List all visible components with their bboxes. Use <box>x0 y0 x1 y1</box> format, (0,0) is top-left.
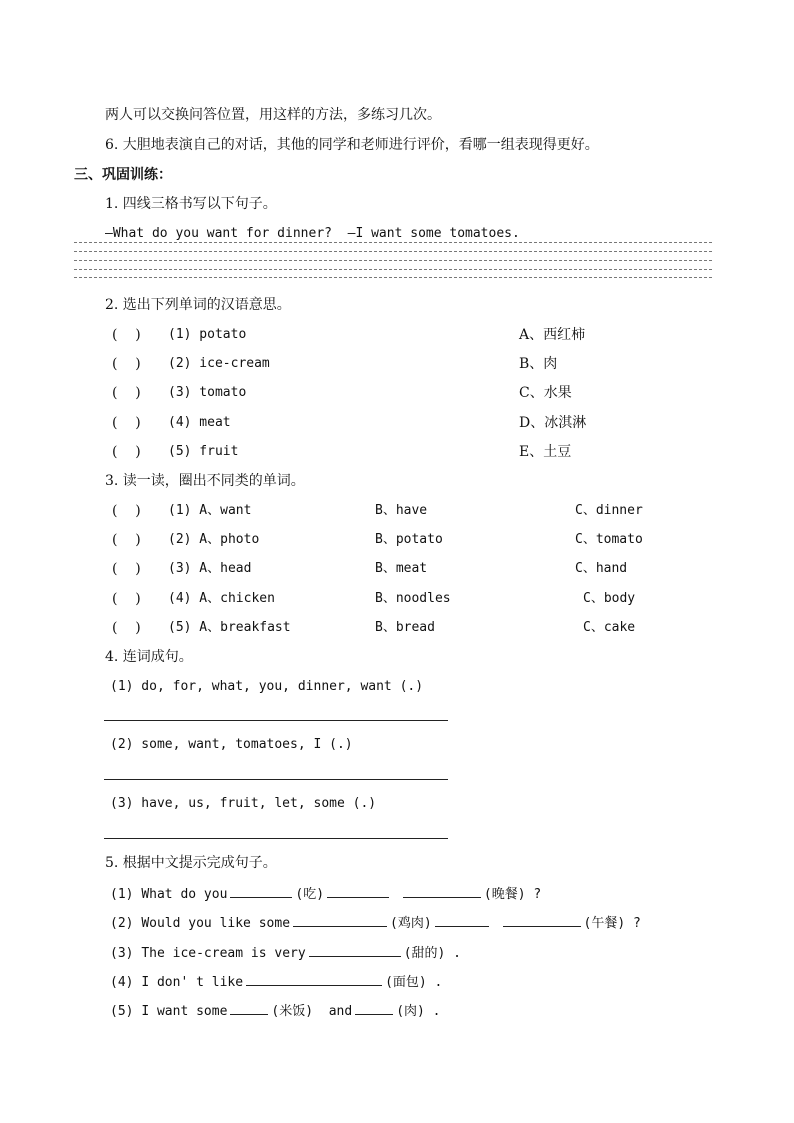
grid-line <box>74 251 712 252</box>
q2-word: (4) meat <box>168 415 231 430</box>
q3-option-a[interactable]: (1) A、want <box>168 503 252 518</box>
q3-option-b[interactable]: B、potato <box>375 532 443 547</box>
q2-title: 2. 选出下列单词的汉语意思。 <box>105 297 291 313</box>
q2-word: (5) fruit <box>168 444 239 459</box>
q3-title: 3. 读一读，圈出不同类的单词。 <box>105 473 305 489</box>
fill-blank[interactable] <box>355 1000 393 1015</box>
section-title: 三、巩固训练： <box>74 167 172 183</box>
q5-sentence-4: (4) I don' t like (面包) . <box>110 971 442 992</box>
fill-blank[interactable] <box>327 883 389 898</box>
grid-line <box>74 269 712 270</box>
answer-paren[interactable]: ( ) <box>112 503 141 519</box>
q2-option: B、肉 <box>519 356 558 372</box>
fill-blank[interactable] <box>230 1000 268 1015</box>
q4-item: (2) some, want, tomatoes, I (.) <box>110 737 353 752</box>
q4-title: 4. 连词成句。 <box>105 649 193 665</box>
q2-option: C、水果 <box>519 385 572 401</box>
fill-blank[interactable] <box>503 912 581 927</box>
q2-word: (1) potato <box>168 327 247 342</box>
q3-option-c[interactable]: C、cake <box>583 620 636 635</box>
answer-paren[interactable]: ( ) <box>112 591 141 607</box>
intro-line-1: 两人可以交换问答位置，用这样的方法，多练习几次。 <box>105 107 441 123</box>
answer-paren[interactable]: ( ) <box>112 415 141 431</box>
q5-sentence-1: (1) What do you (吃) (晚餐) ? <box>110 883 541 904</box>
q3-option-b[interactable]: B、have <box>375 503 428 518</box>
grid-line <box>74 277 712 278</box>
answer-paren[interactable]: ( ) <box>112 385 141 401</box>
q3-option-c[interactable]: C、hand <box>575 561 628 576</box>
q5-sentence-2: (2) Would you like some (鸡肉) (午餐) ? <box>110 912 641 933</box>
q3-option-b[interactable]: B、bread <box>375 620 435 635</box>
answer-line[interactable] <box>104 779 448 780</box>
fill-blank[interactable] <box>293 912 387 927</box>
q3-option-c[interactable]: C、dinner <box>575 503 643 518</box>
q2-word: (3) tomato <box>168 385 247 400</box>
grid-line <box>74 242 712 243</box>
answer-paren[interactable]: ( ) <box>112 532 141 548</box>
q3-option-c[interactable]: C、tomato <box>575 532 643 547</box>
q3-option-c[interactable]: C、body <box>583 591 636 606</box>
q4-item: (3) have, us, fruit, let, some (.) <box>110 796 377 811</box>
answer-paren[interactable]: ( ) <box>112 561 141 577</box>
intro-line-2: 6. 大胆地表演自己的对话，其他的同学和老师进行评价，看哪一组表现得更好。 <box>105 137 599 153</box>
fill-blank[interactable] <box>435 912 489 927</box>
q2-word: (2) ice-cream <box>168 356 270 371</box>
q1-title: 1. 四线三格书写以下句子。 <box>105 196 277 212</box>
answer-paren[interactable]: ( ) <box>112 444 141 460</box>
q2-option: D、冰淇淋 <box>519 415 587 431</box>
q5-sentence-5: (5) I want some (米饭) and (肉) . <box>110 1000 441 1021</box>
q3-option-b[interactable]: B、meat <box>375 561 428 576</box>
answer-paren[interactable]: ( ) <box>112 620 141 636</box>
answer-paren[interactable]: ( ) <box>112 356 141 372</box>
answer-line[interactable] <box>104 720 448 721</box>
q2-option: A、西红柿 <box>519 327 586 343</box>
answer-line[interactable] <box>104 838 448 839</box>
answer-paren[interactable]: ( ) <box>112 327 141 343</box>
q2-option: E、土豆 <box>519 444 572 460</box>
q1-sentence: —What do you want for dinner? —I want some tomatoes. <box>105 226 520 241</box>
fill-blank[interactable] <box>230 883 292 898</box>
fill-blank[interactable] <box>309 942 401 957</box>
q4-item: (1) do, for, what, you, dinner, want (.) <box>110 679 424 694</box>
q3-option-a[interactable]: (3) A、head <box>168 561 252 576</box>
q3-option-a[interactable]: (5) A、breakfast <box>168 620 291 635</box>
q3-option-a[interactable]: (2) A、photo <box>168 532 260 547</box>
q3-option-a[interactable]: (4) A、chicken <box>168 591 275 606</box>
fill-blank[interactable] <box>403 883 481 898</box>
q3-option-b[interactable]: B、noodles <box>375 591 451 606</box>
grid-line <box>74 260 712 261</box>
q5-title: 5. 根据中文提示完成句子。 <box>105 855 277 871</box>
q5-sentence-3: (3) The ice-cream is very (甜的) . <box>110 942 461 963</box>
fill-blank[interactable] <box>246 971 382 986</box>
